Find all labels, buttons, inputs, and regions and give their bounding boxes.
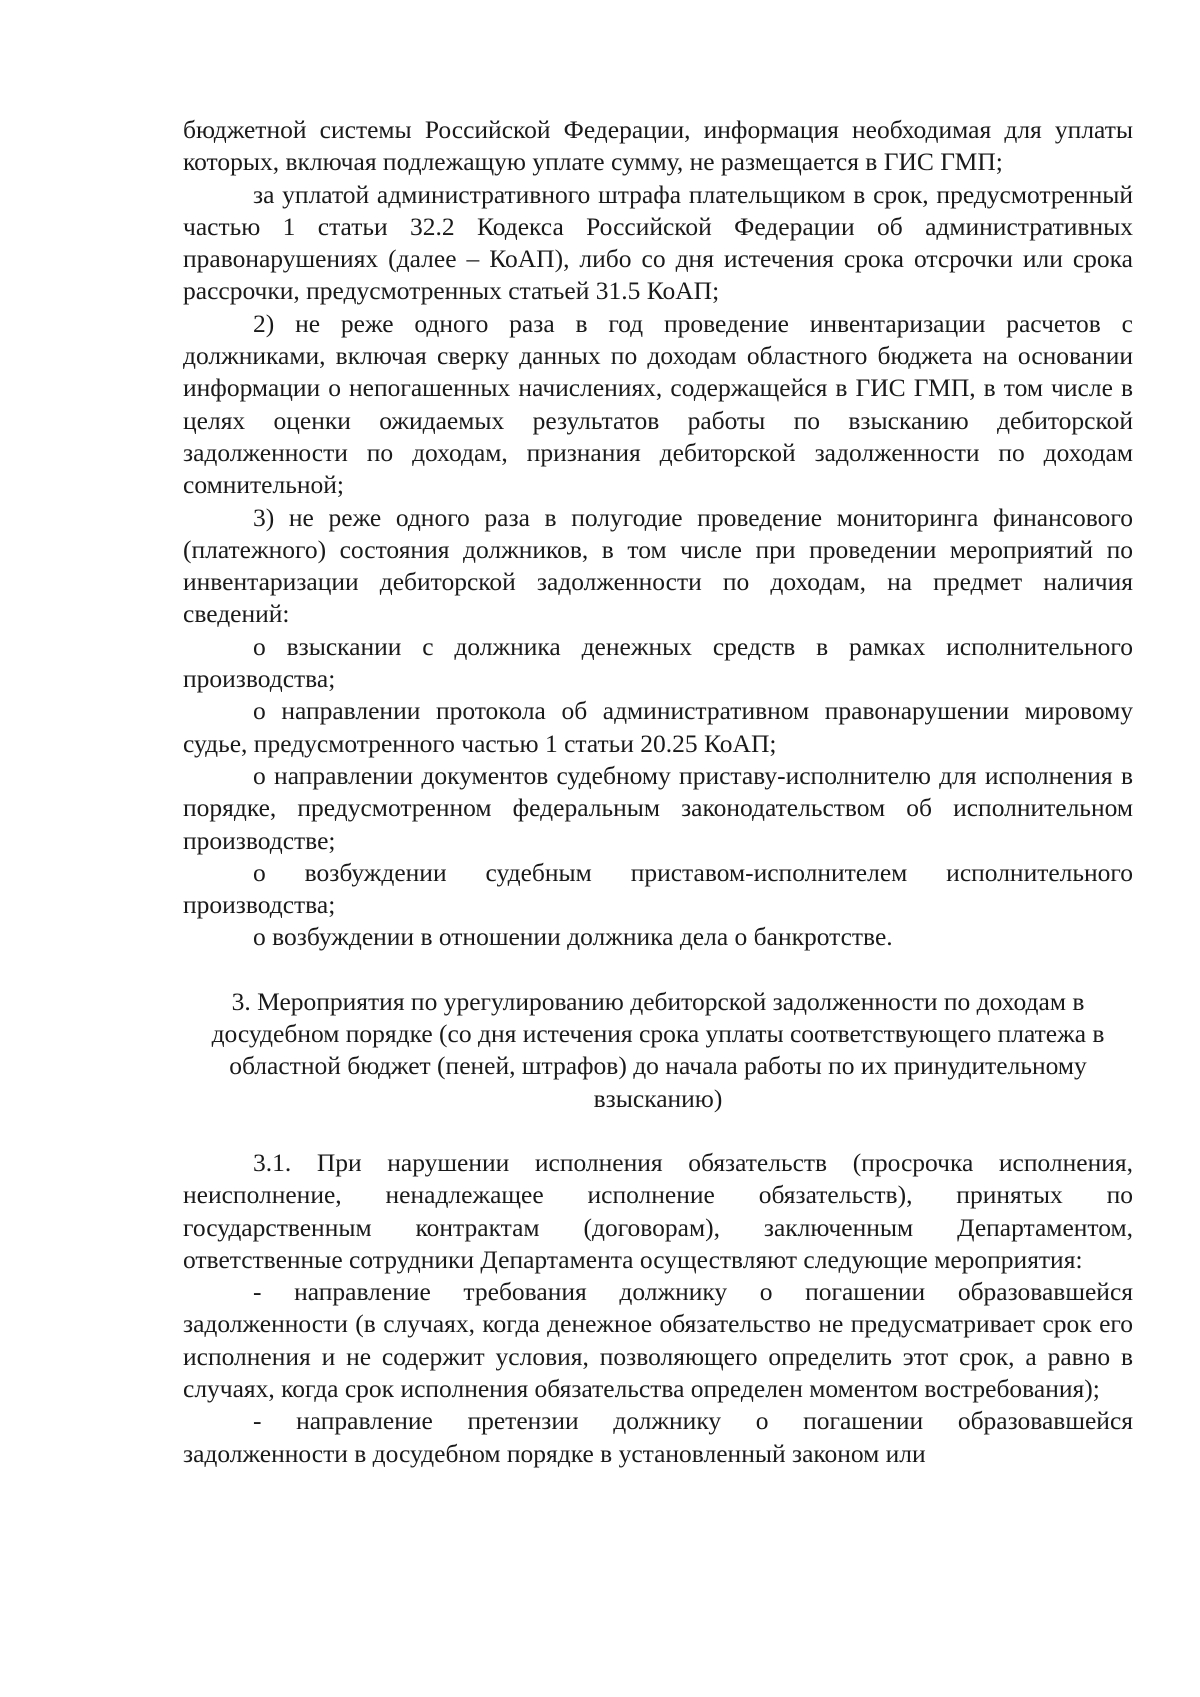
section-heading: 3. Мероприятия по урегулированию дебиторской задолженности по доходам в досудебном порядке (со дня истечения срока уплаты соответствующего платежа в областной бюджет (пеней, штрафов) до начала работы по их принудительному взысканию) xyxy=(211,986,1105,1113)
paragraph-claim-direction: - направление претензии должнику о погашении образовавшейся задолженности в досудебном порядке в установленный законом или xyxy=(183,1406,1133,1468)
paragraph-protocol-direction: о направлении протокола об административном правонарушении мировому судье, предусмотренного частью 1 статьи 20.25 КоАП; xyxy=(183,696,1133,758)
paragraph-continuation: бюджетной системы Российской Федерации, информация необходимая для уплаты которых, включая подлежащую уплате сумму, не размещается в ГИС ГМП; xyxy=(183,115,1133,177)
paragraph-item-3: 3) не реже одного раза в полугодие проведение мониторинга финансового (платежного) состояния должников, в том числе при проведении мероприятий по инвентаризации дебиторской задолженности по доходам, на предмет наличия сведений: xyxy=(183,502,1133,629)
paragraph-admin-fine: за уплатой административного штрафа плательщиком в срок, предусмотренный частью 1 статьи 32.2 Кодекса Российской Федерации об административных правонарушениях (далее – КоАП), либо со дня истечения срока отсрочки или срока рассрочки, предусмотренных статьей 31.5 КоАП; xyxy=(183,179,1133,306)
document-page xyxy=(183,114,1133,1470)
paragraph-enforcement-initiation: о возбуждении судебным приставом-исполнителем исполнительного производства; xyxy=(183,857,1133,920)
paragraph-item-2: 2) не реже одного раза в год проведение инвентаризации расчетов с должниками, включая сверку данных по доходам областного бюджета на основании информации о непогашенных начислениях, содержащейся в ГИС ГМП, в том числе в целях оценки ожидаемых результатов работы по взысканию дебиторской задолженности по доходам, признания дебиторской задолженности по доходам сомнительной; xyxy=(183,308,1133,500)
paragraph-3-1: 3.1. При нарушении исполнения обязательств (просрочка исполнения, неисполнение, ненадлежащее исполнение обязательств), принятых по государственным контрактам (договорам), заключенным Департаментом, ответственные сотрудники Департамента осуществляют следующие мероприятия: xyxy=(183,1147,1133,1274)
paragraph-enforcement-recovery: о взыскании с должника денежных средств в рамках исполнительного производства; xyxy=(183,631,1133,694)
paragraph-demand-direction: - направление требования должнику о погашении образовавшейся задолженности (в случаях, когда денежное обязательство не предусматривает срок его исполнения и не содержит условия, позволяющего определить этот срок, а равно в случаях, когда срок исполнения обязательства определен моментом востребования); xyxy=(183,1277,1133,1403)
paragraph-bankruptcy: о возбуждении в отношении должника дела о банкротстве. xyxy=(253,922,893,952)
paragraph-documents-direction: о направлении документов судебному приставу-исполнителю для исполнения в порядке, предусмотренном федеральным законодательством об исполнительном производстве; xyxy=(183,760,1133,855)
